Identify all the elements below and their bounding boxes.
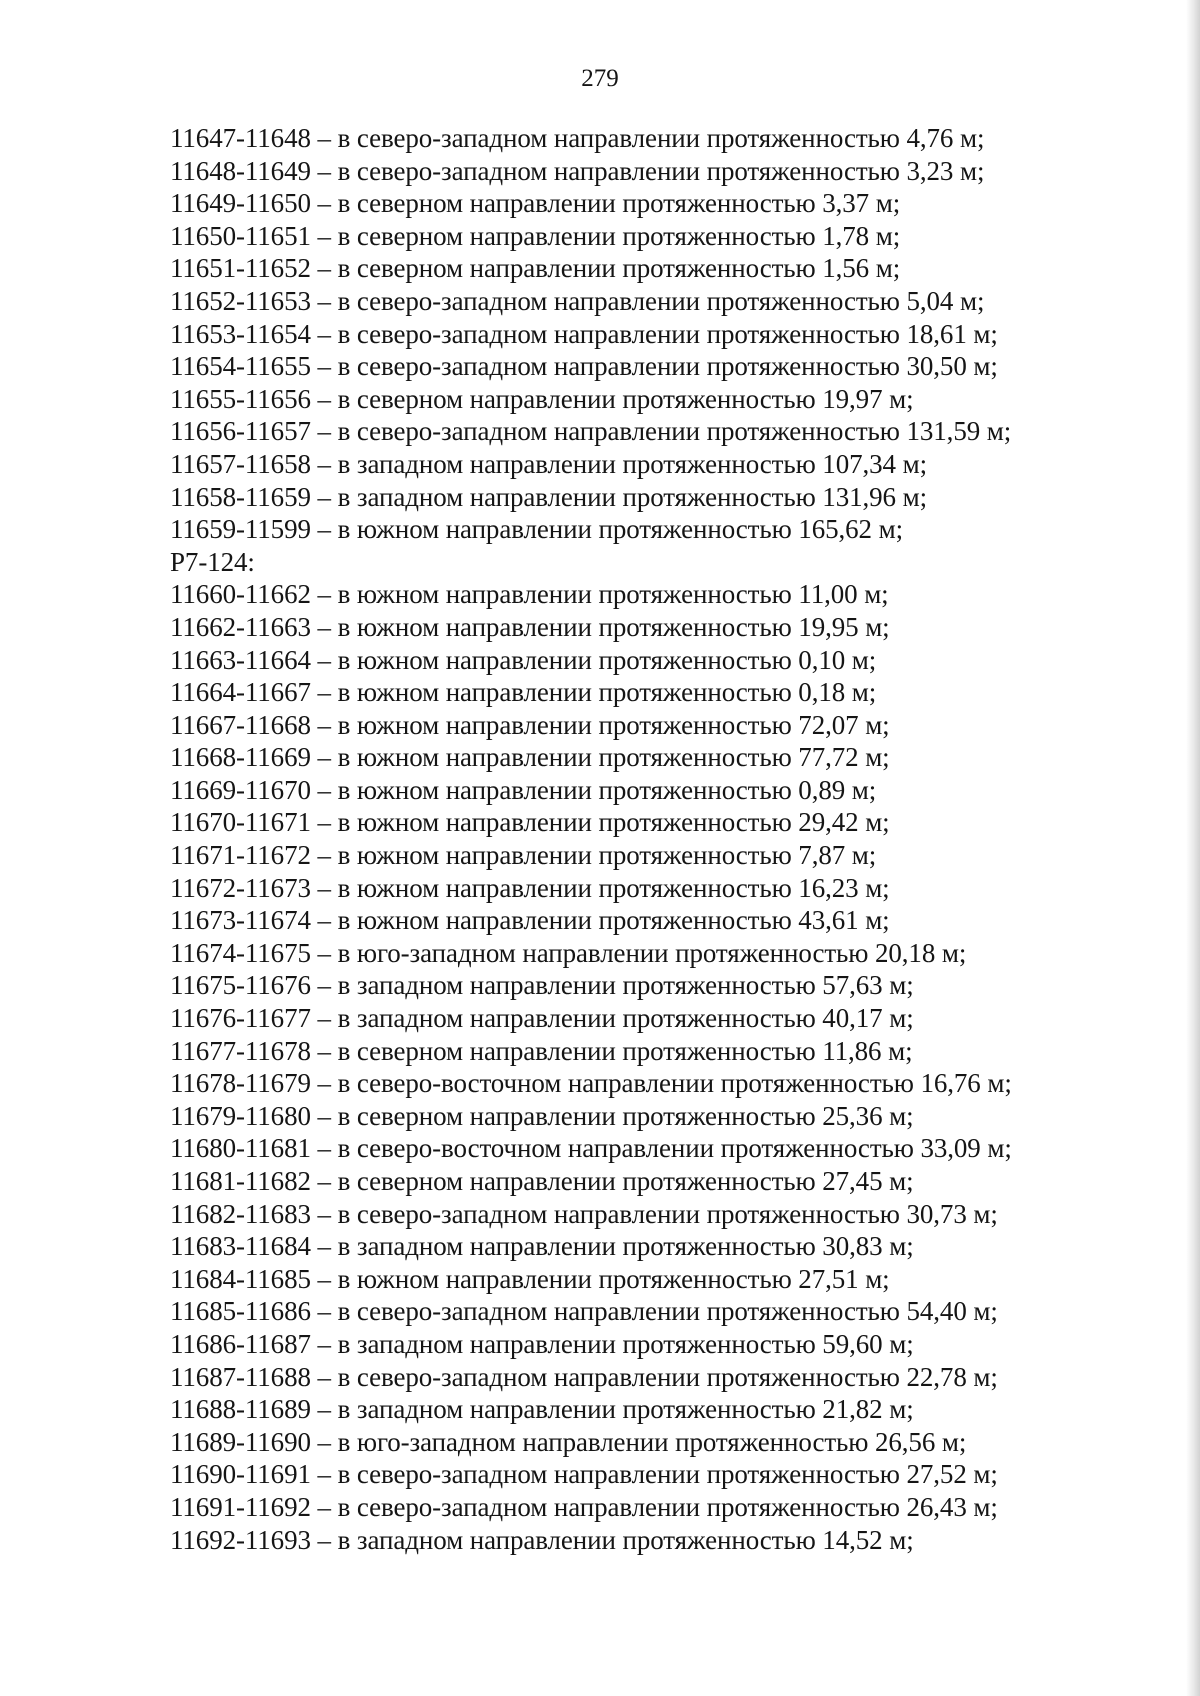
document-line: 11671-11672 – в южном направлении протяженностью 7,87 м; — [170, 840, 877, 871]
scan-edge-shadow — [1186, 0, 1200, 1696]
document-line: 11677-11678 – в северном направлении протяженностью 11,86 м; — [170, 1035, 913, 1066]
document-line: 11649-11650 – в северном направлении протяженностью 3,37 м; — [170, 188, 901, 219]
document-line: 11669-11670 – в южном направлении протяженностью 0,89 м; — [170, 774, 877, 805]
page-number: 279 — [581, 65, 619, 92]
document-line: 11662-11663 – в южном направлении протяженностью 19,95 м; — [170, 611, 890, 642]
document-line: 11653-11654 – в северо-западном направлении протяженностью 18,61 м; — [170, 318, 998, 349]
document-line: 11690-11691 – в северо-западном направлении протяженностью 27,52 м; — [170, 1459, 998, 1490]
document-line: 11689-11690 – в юго-западном направлении протяженностью 26,56 м; — [170, 1426, 967, 1457]
document-line: 11692-11693 – в западном направлении протяженностью 14,52 м; — [170, 1524, 914, 1555]
document-line: 11681-11682 – в северном направлении протяженностью 27,45 м; — [170, 1166, 914, 1196]
document-line: 11682-11683 – в северо-западном направлении протяженностью 30,73 м; — [170, 1198, 998, 1229]
document-line: 11672-11673 – в южном направлении протяженностью 16,23 м; — [170, 872, 890, 903]
document-line: 11676-11677 – в западном направлении протяженностью 40,17 м; — [170, 1003, 914, 1034]
document-line: 11685-11686 – в северо-западном направлении протяженностью 54,40 м; — [170, 1296, 998, 1327]
document-line: 11663-11664 – в южном направлении протяженностью 0,10 м; — [170, 644, 877, 675]
document-line: 11680-11681 – в северо-восточном направлении протяженностью 33,09 м; — [170, 1133, 1012, 1164]
document-line: 11656-11657 – в северо-западном направлении протяженностью 131,59 м; — [170, 416, 1012, 447]
document-line: 11674-11675 – в юго-западном направлении протяженностью 20,18 м; — [170, 937, 967, 968]
document-line: 11660-11662 – в южном направлении протяженностью 11,00 м; — [170, 579, 889, 610]
document-line: 11667-11668 – в южном направлении протяженностью 72,07 м; — [170, 709, 890, 740]
boundary-segment-list — [170, 122, 1170, 1556]
document-line: 11657-11658 – в западном направлении протяженностью 107,34 м; — [170, 448, 927, 479]
document-line: 11659-11599 – в южном направлении протяженностью 165,62 м; — [170, 514, 903, 545]
document-line: Р7-124: — [170, 546, 255, 577]
document-line: 11650-11651 – в северном направлении протяженностью 1,78 м; — [170, 220, 901, 251]
document-line: 11679-11680 – в северном направлении протяженностью 25,36 м; — [170, 1100, 914, 1131]
document-line: 11691-11692 – в северо-западном направлении протяженностью 26,43 м; — [170, 1491, 998, 1522]
document-line: 11654-11655 – в северо-западном направлении протяженностью 30,50 м; — [170, 351, 998, 382]
document-line: 11652-11653 – в северо-западном направлении протяженностью 5,04 м; — [170, 285, 985, 316]
document-line: 11664-11667 – в южном направлении протяженностью 0,18 м; — [170, 677, 877, 708]
document-line: 11678-11679 – в северо-восточном направлении протяженностью 16,76 м; — [170, 1068, 1012, 1099]
document-line: 11648-11649 – в северо-западном направлении протяженностью 3,23 м; — [170, 155, 985, 186]
document-line: 11658-11659 – в западном направлении протяженностью 131,96 м; — [170, 481, 927, 512]
document-line: 11684-11685 – в южном направлении протяженностью 27,51 м; — [170, 1263, 890, 1294]
document-line: 11687-11688 – в северо-западном направлении протяженностью 22,78 м; — [170, 1361, 998, 1392]
document-line: 11688-11689 – в западном направлении протяженностью 21,82 м; — [170, 1394, 914, 1425]
document-line: 11675-11676 – в западном направлении протяженностью 57,63 м; — [170, 970, 914, 1001]
document-line: 11673-11674 – в южном направлении протяженностью 43,61 м; — [170, 905, 890, 936]
document-line: 11655-11656 – в северном направлении протяженностью 19,97 м; — [170, 383, 914, 414]
document-line: 11668-11669 – в южном направлении протяженностью 77,72 м; — [170, 742, 890, 773]
document-line: 11670-11671 – в южном направлении протяженностью 29,42 м; — [170, 807, 890, 838]
document-line: 11686-11687 – в западном направлении протяженностью 59,60 м; — [170, 1328, 914, 1359]
document-line: 11647-11648 – в северо-западном направлении протяженностью 4,76 м; — [170, 123, 985, 153]
document-line: 11651-11652 – в северном направлении протяженностью 1,56 м; — [170, 253, 901, 284]
document-line: 11683-11684 – в западном направлении протяженностью 30,83 м; — [170, 1231, 914, 1262]
